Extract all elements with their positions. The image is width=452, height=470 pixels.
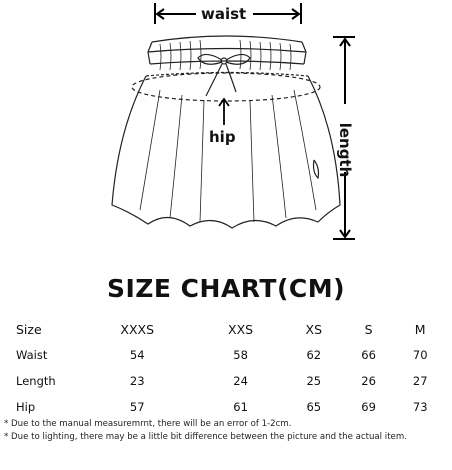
table-cell: 24 — [233, 374, 248, 388]
length-label: length — [336, 122, 354, 178]
size-header-xs: XS — [305, 321, 323, 337]
size-header-xxxs: XXXS — [120, 321, 155, 337]
table-cell: 27 — [412, 374, 428, 388]
size-header-xxs: XXS — [228, 321, 254, 337]
table-cell: 65 — [306, 400, 322, 414]
table-cell: 61 — [233, 400, 248, 414]
waist-label: waist — [201, 5, 247, 23]
hip-label: hip — [209, 128, 236, 146]
table-cell: 69 — [361, 400, 376, 414]
notes — [4, 418, 407, 444]
table-row-hip — [6, 394, 446, 420]
row-label-hip: Hip — [16, 400, 36, 414]
table-cell: 66 — [361, 348, 376, 362]
table-row-waist — [6, 342, 446, 368]
table-cell: 57 — [129, 400, 145, 414]
size-chart-title: SIZE CHART(CM) — [106, 274, 346, 303]
table-header-row — [6, 316, 446, 342]
table-cell: 62 — [306, 348, 322, 362]
row-label-waist: Waist — [16, 348, 48, 362]
table-cell: 70 — [412, 348, 428, 362]
size-table — [6, 316, 446, 420]
note-lighting: * Due to lighting, there may be a little bit difference between the picture and the actual item. — [4, 432, 407, 442]
table-cell: 54 — [129, 348, 145, 362]
table-cell: 23 — [129, 374, 145, 388]
hip-arrow — [219, 99, 229, 125]
note-measurement: * Due to the manual measuremrnt, there will be an error of 1-2cm. — [4, 419, 292, 429]
size-header-s: S — [364, 321, 373, 337]
table-row-length — [6, 368, 446, 394]
size-header-m: M — [414, 321, 426, 337]
table-cell: 58 — [233, 348, 248, 362]
size-header-label: Size — [16, 321, 42, 337]
table-cell: 26 — [361, 374, 376, 388]
table-cell: 73 — [412, 400, 428, 414]
row-label-length: Length — [16, 374, 56, 388]
table-cell: 25 — [306, 374, 322, 388]
